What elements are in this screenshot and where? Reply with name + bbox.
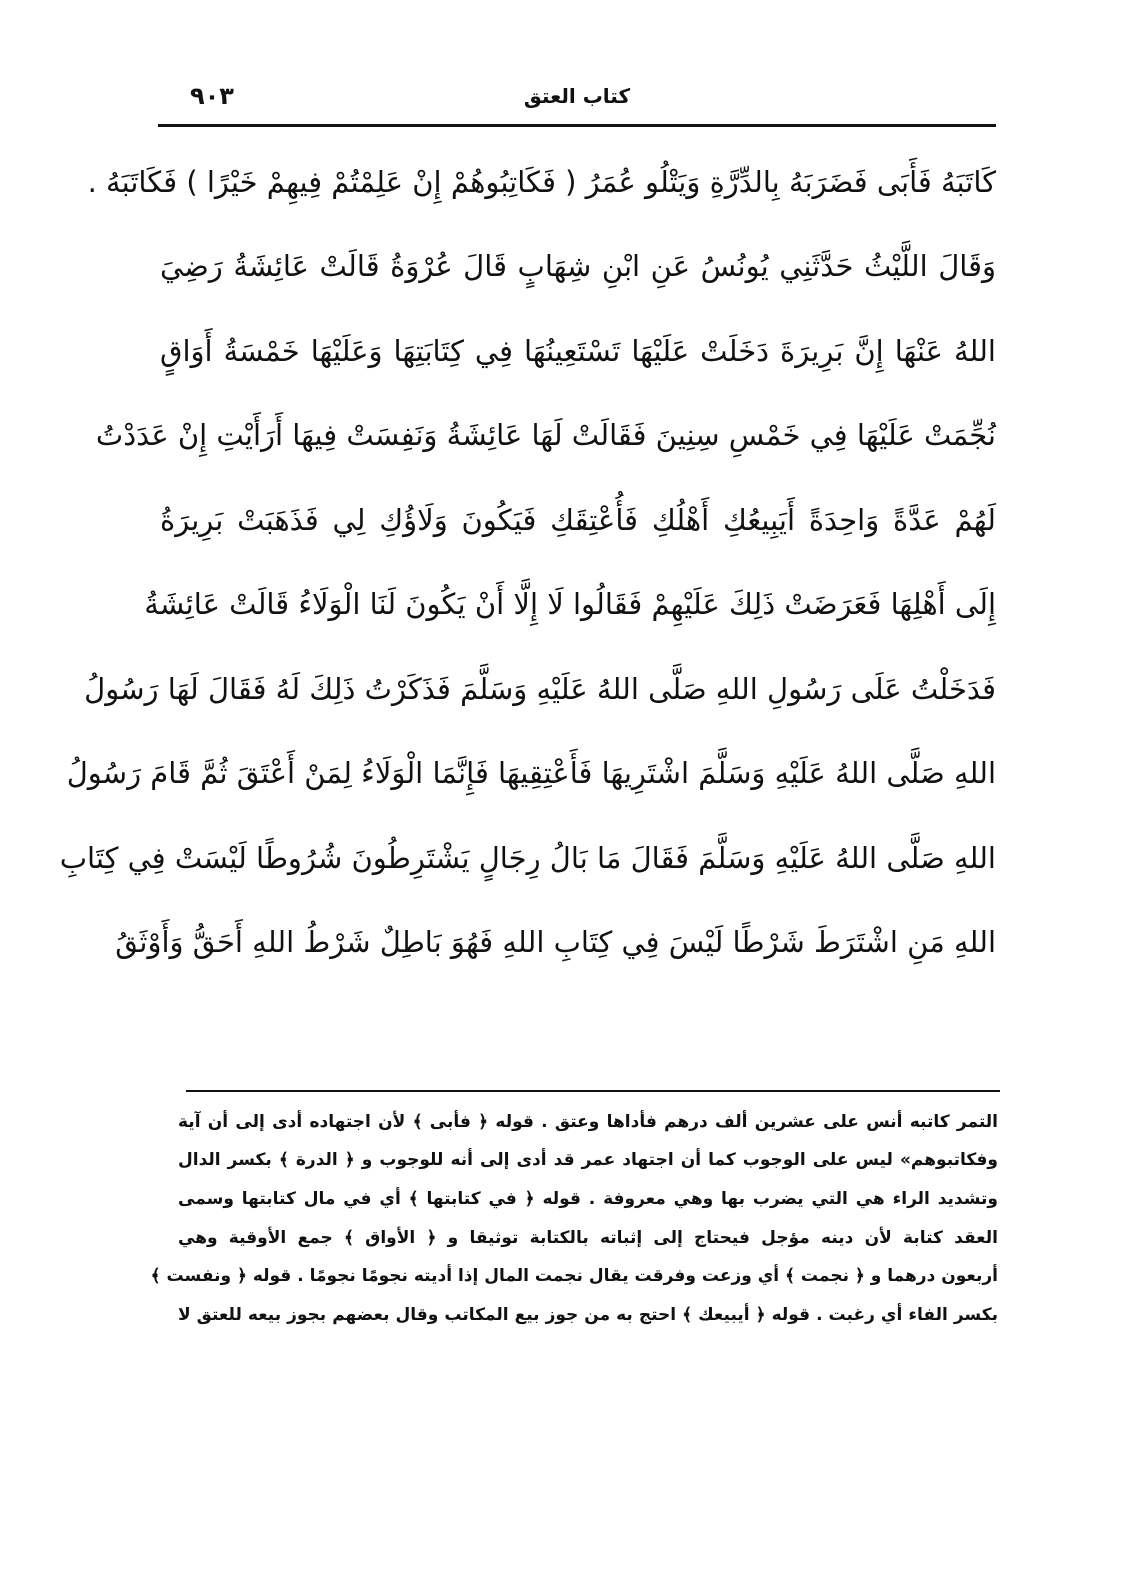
- footnote-line: التمر كاتبه أنس على عشرين ألف درهم فأداها وعتق . قوله ﴿ فأبى ﴾ لأن اجتهاده أدى إلى أن آية: [178, 1111, 998, 1132]
- text-line: كَاتَبَهُ فَأَبَى فَضَرَبَهُ بِالدِّرَّةِ وَيَتْلُو عُمَرُ ( فَكَاتِبُوهُمْ إِنْ عَلِمْتُمْ فِيهِمْ خَيْرًا ) فَكَاتَبَهُ .: [87, 164, 996, 199]
- text-line: لَهُمْ عَدَّةً وَاحِدَةً أَيَبِيعُكِ أَهْلُكِ فَأُعْتِقَكِ فَيَكُونَ وَلَاؤُكِ لِي فَذَهَبَتْ بَرِيرَةُ: [160, 502, 996, 537]
- main-text-block: [59, 140, 996, 985]
- text-line: نُجِّمَتْ عَلَيْهَا فِي خَمْسِ سِنِينَ فَقَالَتْ لَهَا عَائِشَةُ وَنَفِسَتْ فِيهَا أَرَأَيْتِ إِنْ عَدَدْتُ: [95, 418, 996, 453]
- text-line: فَدَخَلْتُ عَلَى رَسُولِ اللهِ صَلَّى اللهُ عَلَيْهِ وَسَلَّمَ فَذَكَرْتُ ذَلِكَ لَهُ فَقَالَ لَهَا رَسُولُ: [84, 671, 996, 706]
- footnote-line: وتشديد الراء هي التي يضرب بها وهي معروفة . قوله ﴿ في كتابتها ﴾ أي في مال كتابتها وسمى: [178, 1188, 998, 1209]
- text-line: اللهِ صَلَّى اللهُ عَلَيْهِ وَسَلَّمَ فَقَالَ مَا بَالُ رِجَالٍ يَشْتَرِطُونَ شُرُوطًا لَيْسَتْ فِي كِتَابِ: [59, 840, 996, 875]
- footnote-divider: [186, 1090, 1000, 1092]
- footnote-line: بكسر الفاء أي رغبت . قوله ﴿ أيبيعك ﴾ احتج به من جوز بيع المكاتب وقال بعضهم بجوز بيعه للعتق لا: [178, 1304, 998, 1325]
- footnote-line: أربعون درهما و ﴿ نجمت ﴾ أي وزعت وفرقت يقال نجمت المال إذا أديته نجومًا نجومًا . قوله ﴿ ونفست ﴾: [150, 1266, 998, 1287]
- header-divider: [158, 124, 996, 127]
- page-header: [160, 78, 994, 118]
- footnote-line: العقد كتابة لأن دينه مؤجل فيحتاج إلى إثباته بالكتابة توثيقا و ﴿ الأواق ﴾ جمع الأوقية وهي: [178, 1227, 998, 1248]
- text-line: اللهِ صَلَّى اللهُ عَلَيْهِ وَسَلَّمَ اشْتَرِيهَا فَأَعْتِقِيهَا فَإِنَّمَا الْوَلَاءُ لِمَنْ أَعْتَقَ ثُمَّ قَامَ رَسُولُ: [66, 756, 996, 791]
- footnotes-block: [150, 1102, 998, 1334]
- page-number: ٩٠٣: [190, 82, 234, 110]
- text-line: اللهُ عَنْهَا إِنَّ بَرِيرَةَ دَخَلَتْ عَلَيْهَا تَسْتَعِينُهَا فِي كِتَابَتِهَا وَعَلَيْهَا خَمْسَةُ أَوَاقٍ: [160, 333, 996, 368]
- text-line: وَقَالَ اللَّيْثُ حَدَّثَنِي يُونُسُ عَنِ ابْنِ شِهَابٍ قَالَ عُرْوَةُ قَالَتْ عَائِشَةُ رَضِيَ: [160, 249, 996, 284]
- text-line: اللهِ مَنِ اشْتَرَطَ شَرْطًا لَيْسَ فِي كِتَابِ اللهِ فَهُوَ بَاطِلٌ شَرْطُ اللهِ أَحَقُّ وَأَوْثَقُ: [115, 925, 996, 960]
- footnote-line: وفكاتبوهم» ليس على الوجوب كما أن اجتهاد عمر قد أدى إلى أنه للوجوب و ﴿ الدرة ﴾ بكسر الدال: [178, 1150, 998, 1171]
- text-line: إِلَى أَهْلِهَا فَعَرَضَتْ ذَلِكَ عَلَيْهِمْ فَقَالُوا لَا إِلَّا أَنْ يَكُونَ لَنَا الْوَلَاءُ قَالَتْ عَائِشَةُ: [144, 587, 996, 622]
- running-title: كتاب العتق: [523, 84, 631, 108]
